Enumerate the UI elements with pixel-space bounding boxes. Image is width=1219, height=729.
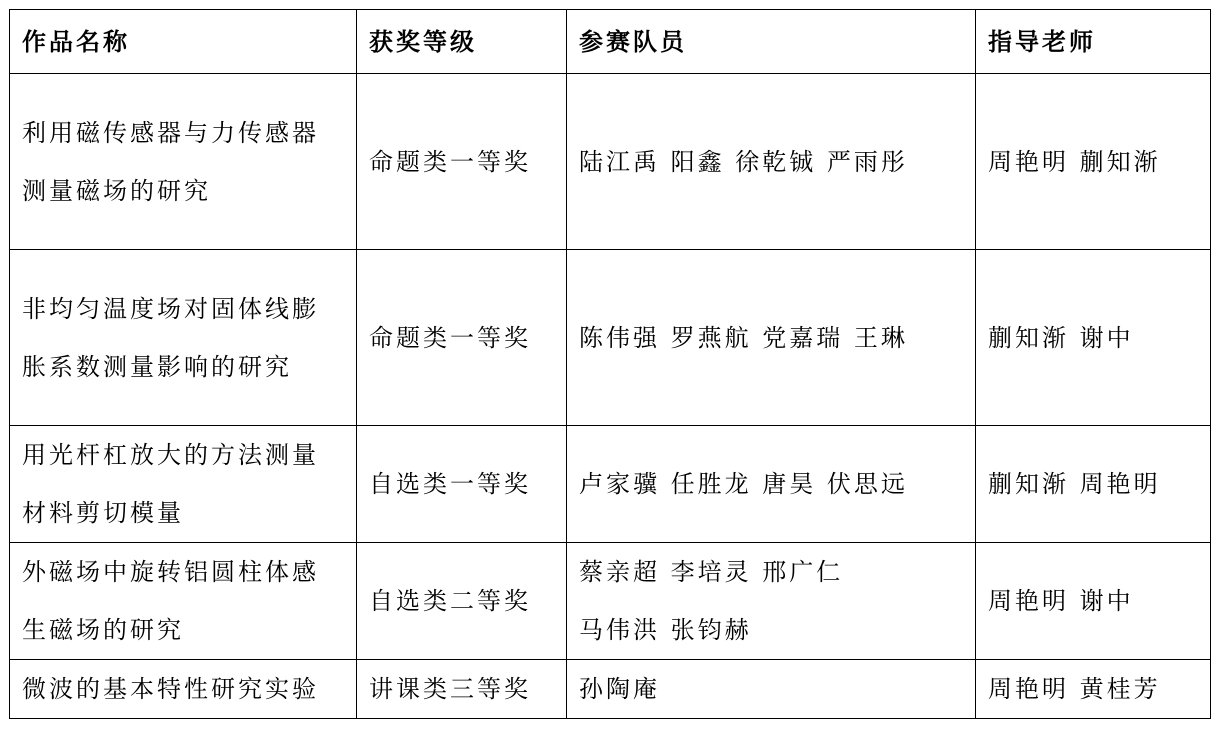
work-name-cell	[10, 543, 357, 660]
work-name-line: 外磁场中旋转铝圆柱体感	[22, 558, 319, 586]
awards-table	[9, 9, 1211, 719]
table-header-row	[10, 10, 1211, 74]
advisors-cell: 周艳明 黄桂芳	[976, 660, 1211, 719]
members-cell	[567, 250, 976, 426]
work-name-line: 生磁场的研究	[22, 616, 184, 644]
members-line: 陆江禹 阳鑫 徐乾铖 严雨彤	[579, 147, 908, 176]
members-cell	[567, 543, 976, 660]
table-row	[10, 426, 1211, 543]
members-cell	[567, 426, 976, 543]
header-advisors: 指导老师	[976, 10, 1211, 74]
award-cell: 命题类一等奖	[357, 74, 567, 250]
table-row	[10, 660, 1211, 719]
header-award-level: 获奖等级	[357, 10, 567, 74]
members-line: 马伟洪 张钧赫	[579, 616, 752, 644]
award-cell: 自选类二等奖	[357, 543, 567, 660]
advisors-cell: 周艳明 蒯知渐	[976, 74, 1211, 250]
advisors-cell: 蒯知渐 谢中	[976, 250, 1211, 426]
members-line: 陈伟强 罗燕航 党嘉瑞 王琳	[579, 323, 908, 352]
work-name-line: 微波的基本特性研究实验	[22, 675, 319, 703]
work-name-line: 测量磁场的研究	[22, 176, 211, 205]
work-name-line: 用光杆杠放大的方法测量	[22, 441, 319, 469]
table-row	[10, 250, 1211, 426]
members-line: 孙陶庵	[579, 675, 660, 703]
header-work-name: 作品名称	[10, 10, 357, 74]
members-line: 蔡亲超 李培灵 邢广仁	[579, 558, 844, 586]
work-name-line: 利用磁传感器与力传感器	[22, 118, 319, 147]
work-name-cell	[10, 660, 357, 719]
table-row	[10, 543, 1211, 660]
table-row	[10, 74, 1211, 250]
members-cell	[567, 74, 976, 250]
advisors-cell: 周艳明 谢中	[976, 543, 1211, 660]
award-cell: 讲课类三等奖	[357, 660, 567, 719]
work-name-line: 材料剪切模量	[22, 499, 184, 527]
award-cell: 命题类一等奖	[357, 250, 567, 426]
work-name-cell	[10, 426, 357, 543]
work-name-cell	[10, 250, 357, 426]
work-name-line: 胀系数测量影响的研究	[22, 352, 292, 381]
work-name-line: 非均匀温度场对固体线膨	[22, 294, 319, 323]
advisors-cell: 蒯知渐 周艳明	[976, 426, 1211, 543]
header-team-members: 参赛队员	[567, 10, 976, 74]
members-line: 卢家骥 任胜龙 唐昊 伏思远	[579, 470, 908, 498]
work-name-cell	[10, 74, 357, 250]
award-cell: 自选类一等奖	[357, 426, 567, 543]
members-cell	[567, 660, 976, 719]
